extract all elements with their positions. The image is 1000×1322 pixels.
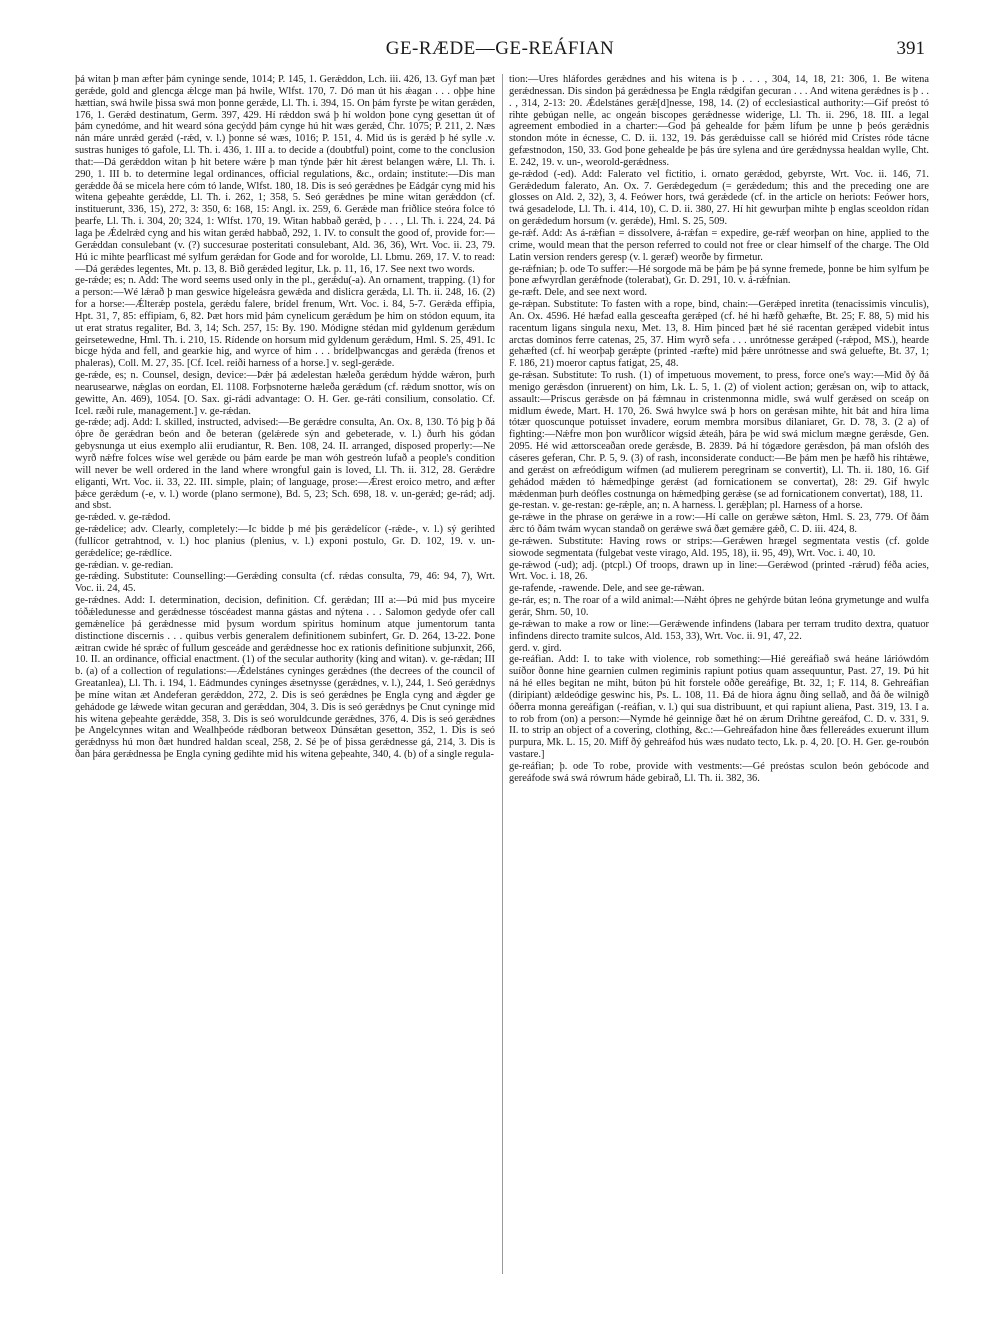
- entry-gerade-counsel: ge-rǽde, es; n. Counsel, design, device:—Þǽr þá ædelestan hæleða gerǽdum hýdde wǽron, þurh nearusearwe, nǽglas on eordan, El. 1108. Forþsnoterne hæleða gerǽdum (cf. rǽdum snottor, wís on gewitte, An. 469), 1054. [O. Sax. gi-rádi advantage: O. H. Ger. ge-ráti consilium, consolatio. Cf. Icel. ræði rule, management.] v. ge-rǽdan.: [75, 370, 495, 417]
- entry-gereafian-robe: ge-reáfian; þ. ode To robe, provide with vestments:—Gé preóstas sculon beón gebócode and gereáfode swá swá rówrum háde gebirað, Ll. Th. ii. 382, 36.: [509, 760, 929, 784]
- left-column: [75, 74, 495, 1274]
- entry-gerædan-continued: þá witan þ man æfter þám cyninge sende, 1014; P. 145, 1. Gerǽddon, Lch. iii. 426, 13. Gyf man þæt gerǽde, gold and glencga ǽlcge man þá hwile, Wlfst. 170, 7. Dó man út his ǽagan . . . oþþe hine hættian, swá hwile þissa swá mon þonne gerǽde, Ll. Th. i. 394, 15. On þám fyrste þe witan gerǽden, 176, 1. Gerǽd destinatum, Germ. 397, 429. Hí rǽddon swá þ hí woldon þone cyng gesettan út of þám cynedóme, and hit weard sóna gecýdd þám cynge hú hit wæs gerǽd, Chr. 1075; P. 211, 2. Næs nán máre unrǽd gerǽd (-rǽd, v. l.) þonne sé wæs, 1016; P. 151, 4. Mid ús is gerǽd þ hé sylle .v. sustras huniges tó gafole, Ll. Th. i. 436, 1. III a. to decide a (doubtful) point, come to the conclusion that:—Dá gerǽddon witan þ hit betere wǽre þ man týnde þǽr hit ǽrest belangen wǽre, Ll. Th. i. 290, 1. III b. to determine legal ordinances, official regulations, &c., ordain; institute:—Dis man gerǽdde ðá se micela here cóm tó lande, Wlfst. 180, 18. Dis is seó gerǽdnes þe Eádgár cyng mid his witena geþeahte gerǽdde, Ll. Th. i. 262, 1; 358, 5. Seó gerǽdnes þe mine witan gerǽddon (cf. instituerunt, 336, 15), 272, 3: 350, 6: 168, 15: Angl. ix. 259, 6. Gerǽde man friðlice steóra folce tó þearfe, Ll. Th. i. 304, 20; 324, 1: Wlfst. 170, 19. Witan habbað gerǽd, þ . . . , Ll. Th. i. 224, 24. Þá laga þe Ǽdelrǽd cyng and his witan gerǽd habbað, 292, 1. IV. to consult the good of, provide for:—Gerǽddan consulebant (v. (?) succesurae posteritati consulebant, Ald. 36, 36), Wrt. Voc. ii. 23, 79. Hú ic mihte þearflicast mé sylfum gerǽdan for Gode and for worolde, Ll. Lbmu. 269, 17. V. to read:—Dá gerǽdes legentes, Mt. p. 13, 8. Bið gerǽded legitur, Lk. p. 11, 16, 17. See next two words.: [75, 74, 495, 275]
- entry-geraef: ge-rǽf. Add: As á-rǽfian = dissolvere, á-rǽfan = expedire, ge-rǽf weorþan on hine, applied to the crime, would mean that the person referred to could not free or clear himself of the charge. The Old Latin version renders geresp (v. l. geræf) weorðe by firmetur.: [509, 227, 929, 263]
- entry-gerar: ge-rár, es; n. The roar of a wild animal:—Nǽht óþres ne gehýrde bútan leóna grymetunge and wulfa gerár, Shrn. 50, 10.: [509, 595, 929, 618]
- entry-geraesan: ge-rǽsan. Substitute: To rush. (1) of impetuous movement, to press, force one's way:—Mid ðý ðá menigo gerǽsdon (inruerent) on him, Lk. L. 5, 1. (2) of violent action; gerǽsan on, wiþ to attack, assault:—Priscus gerǽsde on þá fǽmnau in cristenmonna midle, swá wulf gerǽsed on sceáp on midlum éwede, Mart. H. 170, 26. Swá hwylce swá þ hors on gerǽsan mihte, hit bát and híra lima tótær quoscunque potuisset invadere, eorum membra morsibus dilaniaret, Gr. D. 78, 3. (2 a) of fighting:—Nǽfre mon þon wurðlícor wígsid ǽteáh, þára þe wid swá miclum mægne gerǽsde, Gen. 2095. Hé wid ættorsceaðan orede gerǽsde, B. 2839. Þá hí tógædore gerǽsdon, þá man ofslóh des cáseres geferan, Chr. P. 5, 9. (3) of rash, inconsiderate conduct:—Be þám men þe hæfð his rihtǽwe, and gerǽst on æfreódigum wífmen (ad mulierem peregrinam se convertit), Ll. Th. ii. 180, 16. Gif gehádod mǽden tó hǽmedþinge gerǽst (ad fornicationem se convertat), 28: 29. Gif hwylc mǽdenman þurh deófles costnunga on hǽmedþing gerǽse (se ad fornicationem convertat), 188, 11.: [509, 370, 929, 500]
- dictionary-columns: [75, 74, 945, 1274]
- entry-geraednes-continued: tion:—Úres hláfordes gerǽdnes and his witena is þ . . . , 304, 14, 18, 21: 306, 1. Be witena gerǽdnessan. Dis sindon þá gerǽdnessa þe Engla rǽdgifan gecuran . . . And witena gerǽdnes is þ . . . , 314, 2-13: 20. Ǽdelstánes gerǽ[d]nesse, 198, 14. (2) of ecclesiastical authority:—Gif preóst tó rihte gebúgan nelle, ac ongeán biscopes gerǽdnesse widerige, Ll. Th. ii. 296, 18. III. a legal agreement embodied in a charter:—God þá gehealde for þǽm lífum þe unne þ þeós gerǽdnis stondon móte in écnesse, C. D. ii. 132, 19. Þás gerǽduisse call se hióréd mid Crístes róde tácne gefæstnodon, 150, 33. God þone gehealde þe þás úre sylena and úre gerǽdnyssa healdan wylle, Cht. E. 242, 19. v. un-, weorold-gerǽdness.: [509, 74, 929, 168]
- entry-geraedian: ge-rǽdian. v. ge-redian.: [75, 559, 174, 571]
- entry-geraewe: ge-rǽwe in the phrase on gerǽwe in a row:—Hí calle on gerǽwe sǽton, Hml. S. 23, 779. Of ðám ǽrc tó ðám twám wycan standað on gerǽwe swá ðæt gemǽre gǽð, C. D. iii. 424, 8.: [509, 512, 929, 536]
- entry-gerade-adj: ge-rǽde; adj. Add: I. skilled, instructed, advised:—Be gerǽdre consulta, An. Ox. 8, 130. Tó þig þ ðá óþre ðe gerǽdran beón and ðe beteran (gelǽrede sýn and gebeterade, v. l.) ðurh his gódan gebysnunga ut eius exemplo alii erudiantur, R. Ben. 108, 24. II. arranged, disposed properly:—Ne wyrð nǽfre folces wíse wel gerǽde ou þám earde þe man wóh gestreón lufað a people's condition will never be well ordered in the land where wrongful gain is loved, Ll. Th. ii. 312, 28. Gerǽdre eliganti, Wrt. Voc. ii. 33, 22. III. simple, plain; of language, prose:—Ǽrest eroico metro, and æfter þǽce gerǽdum (-e, v. l.) worde (plano sermone), Bd. 5, 23; Sch. 698, 18. v. un-gerǽd; ge-rád; adj. and sbst.: [75, 417, 495, 512]
- right-column: [509, 74, 929, 1274]
- entry-gereafian-rob: ge-reáfian. Add: I. to take with violence, rob something:—Hié gereáfiað swá heáne láriówdóm suíðor ðonne hine gearnien culmen regiminis rapiunt potius quam assequuntur, Past. 27, 19. Þú hit ná hé elles begitan ne miht, búton þú hit forstele oððe gereáfige, Bt. 32, 1; F. 114, 8. Gehreáfian (diripiant) ældeódige geswinc his, Ps. L. 108, 11. Ðá de hiora ágnu ðing sellað, and ðá ðe wilnigð óðerra monna gereáfigan (-reáfian, v. l.) qui sua distribuunt, et qui rapiunt aliena, Past. 319, 13. I a. to rob from (on) a person:—Nymde hé geinnige ðæt hé on ǽrum Drihtne gereáfod, C. D. v. 331, 9. II. to strip an object of a covering, clothing, &c.:—Gehreáfadon hine ðæs fellereádes exuerunt illum purpura, Mk. L. 15, 20. Miff ðý gehreáfod hús wæs nudato tecto, Lk. p. 4, 20. [O. H. Ger. ge-roubón vastare.]: [509, 654, 929, 761]
- entry-geraepan: ge-rǽpan. Substitute: To fasten with a rope, bind, chain:—Gerǽped inretita (tenacissimis vinculis), An. Ox. 4596. Hé hæfad ealla gesceafta gerǽped (cf. hé hi hæfð gehæfte, Bt. 25; F. 88, 5) mid his racentum ligans singula nexu, Met. 13, 8. Him þinced þæt hé sié racentan gerǽped videbit intus arctas dominos ferre catenas, 25, 37. Him wyrð sefa . . . unrótnesse gerǽped (-rǽpod, MS.), hearde gehæfted (cf. hí weorþaþ gerǽpte (printed -ræfte) mid þǽre unrótnesse and swá geluefte, Bt. 37, 1; F. 186, 21) moeror captus fatigat, 25, 48.: [509, 299, 929, 370]
- entry-gerestan: ge-restan. v. ge-restan: ge-rǽple, an; n. A harness. l. gerǽþlan; pl. Harness of a horse.: [509, 500, 863, 512]
- entry-geraewod: ge-rǽwod (-ud); adj. (ptcpl.) Of troops, drawn up in line:—Gerǽwod (printed -rǽrud) féða acies, Wrt. Voc. i. 18, 26.: [509, 559, 929, 583]
- entry-geraeded: ge-rǽded. v. ge-rǽdod.: [75, 512, 171, 524]
- entry-geraedod: ge-rǽdod (-ed). Add: Falerato vel fictitio, i. ornato gerǽdod, gebyrste, Wrt. Voc. ii. 146, 71. Gerǽdedum falerato, An. Ox. 7. Gerǽdegedum (= gerǽdedum; this and the preceding one are glosses on Ald. 2, 32), 3, 4. Feówer hors, twá gerǽdede (cf. in the article on heriots: Feówer hors, twá gesadelode, Ll. Th. i. 414, 10), C. D. ii. 380, 27. Hí hit gewurþan mihte þ englas sceoldon rídan on gerǽdedum horsum (v. gerǽde), Hml. S. 25, 509.: [509, 168, 929, 228]
- entry-gerafende: ge-rafende, -rawende. Dele, and see ge-rǽwan.: [509, 583, 705, 595]
- entry-geraeft: ge-ræft. Dele, and see next word.: [509, 287, 647, 299]
- entry-geraewan: ge-rǽwan to make a row or line:—Gerǽwende infindens (labara per terram trudito dextra, quatuor infindens directo tramite sulcos, Ald. 153, 33), Wrt. Voc. ii. 91, 47, 22.: [509, 618, 929, 642]
- page-header: [75, 38, 925, 68]
- entry-geraefnian: ge-rǽfnian; þ. ode To suffer:—Hé sorgode mä be þám þe þá synne fremede, þonne be him sylfum þe þone æfwyrdlan gerǽfnode (tolerabat), Gr. D. 291, 10. v. á-rǽfnian.: [509, 263, 929, 287]
- entry-gerade-ornament: ge-rǽde; es; n. Add: The word seems used only in the pl., gerǽdu(-a). An ornament, trapping. (1) for a person:—Wé lǽrað þ man geswice hígeleásra gewǽda and dislicra gerǽda, Ll. Th. ii. 248, 16. (2) for a horse:—Ǽlterǽp postela, gerǽdu falere, brídel frenum, Wrt. Voc. i. 84, 5-7. Gerǽda effipia, Hpt. 31, 7, 85: effipiam, 6, 82. Þæt hors mid þám cynelicum gerǽdum þe him on stódon equum, ita ut erat stratus regaliter, Bd. 3, 14; Sch. 257, 15: By. 190. Módigne stédan mid gyldenum gerǽdum geirsetewedne, Hml. Th. i. 210, 15. Rídende on horsum mid gyldenum gerǽdum, Hml. S. 25, 491. Ic bicge hýda and fell, and gearkie hig, and wyrce of him . . . brídelþwancgas and gerǽda (frenos et phaleras), Coll. M. 27, 35. [Cf. Icel. reiði harness of a horse.] v. segl-gerǽde.: [75, 275, 495, 370]
- entry-gerd: gerd. v. gird.: [509, 642, 562, 654]
- entry-geraewen: ge-rǽwen. Substitute: Having rows or strips:—Gerǽwen hrægel segmentata vestis (cf. golde siowode segmentata (fulgebat veste virago, Ald. 195, 18), ii. 95, 49), Wrt. Voc. i. 40, 10.: [509, 535, 929, 559]
- entry-geraednes: ge-rǽdnes. Add: I. determination, decision, definition. Cf. gerǽdan; III a:—Þú mid þus myceire tóðǽledunesse and gerǽdnesse tóscéadest manna gástas and nýtena . . . Salomon gedyde ofer call gemǽnelíce þá gerǽdnesse mid þysum wordum spiritus hominum atque jumentorum tanta distinctione discernis . . . quibus verbis generalem definitionem subinfert, Gr. D. 264, 13-22. Þone æitran cwide hé sprǽc of fullum gesceáde and gerǽdnesse hoc ex rationis definitione subjunxit, 266, 10. II. an ordinance, official enactment. (1) of the secular authority (king and witan). v. ge-rǽdan; III b. (a) of a collection of regulations:—Ǽdelstánes cyninges gerǽdnes (the decrees of the council of Greatanlea), Ll. Th. i. 194, 1. Eádmundes cyninges ǽsetnysse (gerǽdnes, v. l.), 244, 1. Seó gerǽdnys þe míne witan æt Andeferan gerǽddon, 272, 2. Dis is seó gerǽdnes þe Engla cyng and ǽgder ge gehádode ge lǽwede witan gecuran and gerǽddan, 304, 3. Dis is seó gerǽdnys þe Cnut cyninge mid his witena geþeahte gerǽdde, 358, 3. Dis is seó woruldcunde gerǽdnes, 376, 4. Dis is seó gerǽdnes þe Angelcynnes witan and Wealhþeóde rǽdboran betweox Dúnsǽtan gesetton, 352, 1. Dis is seó gerǽdnyss hú mon ðæt hundred haldan sceal, 258, 2. Sé þe of þissa gerǽdnesse gá, 214, 3. Dis is ðan þára gerǽdnessa þe Engla cyning gedihte mid his witena geþeahte, 340, 4. (b) of a single regula-: [75, 595, 495, 761]
- page-number: 391: [896, 38, 925, 59]
- entry-geraedelice: ge-rǽdelice; adv. Clearly, completely:—Ic bidde þ mé þis gerǽdelícor (-rǽde-, v. l.) sý gerihted (fullícor getrahtnod, v. l.) hoc planius (plenius, v. l.) exponi postulo, Gr. D. 102, 19. v. un-gerǽdelíce; ge-rǽdlíce.: [75, 524, 495, 559]
- running-head: GE-RÆDE—GE-REÁFIAN: [385, 38, 615, 59]
- entry-geraeding: ge-rǽding. Substitute: Counselling:—Gerǽding consulta (cf. rǽdas consulta, 79, 46: 94, 7), Wrt. Voc. ii. 24, 45.: [75, 571, 495, 595]
- column-divider: [502, 74, 503, 1274]
